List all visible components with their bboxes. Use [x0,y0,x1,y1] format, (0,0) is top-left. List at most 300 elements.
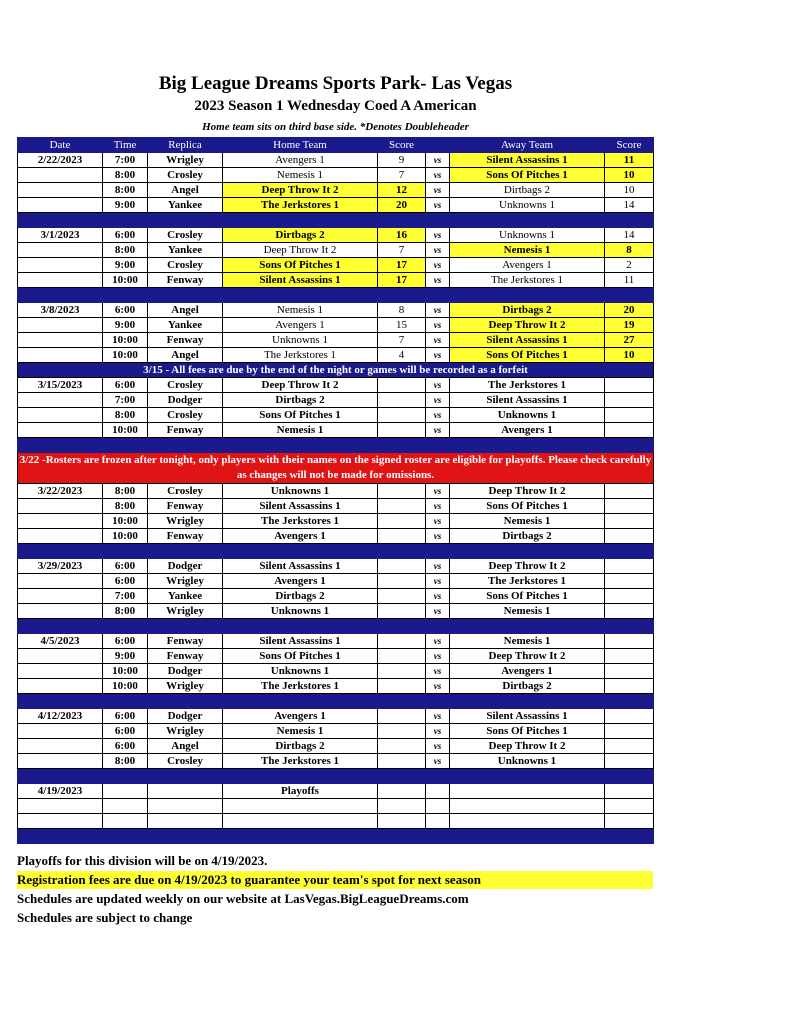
home-score-cell [378,814,426,829]
away-score-cell: 10 [605,168,654,183]
week-separator [18,438,654,453]
website-note: Schedules are updated weekly on our website at LasVegas.BigLeagueDreams.com [17,891,469,906]
home-team-cell: Playoffs [223,784,378,799]
home-team-cell: The Jerkstores 1 [223,514,378,529]
home-score-cell [378,679,426,694]
table-row [18,153,654,168]
away-score-cell [605,559,654,574]
vs-cell: vs [426,303,450,318]
home-score-cell [378,589,426,604]
home-team-cell: Avengers 1 [223,153,378,168]
date-cell [18,574,103,589]
date-cell [18,679,103,694]
time-cell [103,814,148,829]
vs-cell: vs [426,408,450,423]
table-row [18,529,654,544]
date-cell [18,183,103,198]
time-cell [103,799,148,814]
registration-note: Registration fees are due on 4/19/2023 to guarantee your team's spot for next season [17,871,653,889]
home-score-cell: 12 [378,183,426,198]
home-score-cell: 7 [378,168,426,183]
home-team-cell [223,814,378,829]
vs-cell: vs [426,574,450,589]
home-team-cell: Silent Assassins 1 [223,273,378,288]
date-cell [18,754,103,769]
home-score-cell: 4 [378,348,426,363]
home-score-cell [378,709,426,724]
home-team-cell: Unknowns 1 [223,604,378,619]
home-team-cell: Nemesis 1 [223,724,378,739]
separator-cell [18,769,654,784]
field-cell: Angel [148,348,223,363]
away-team-cell: Silent Assassins 1 [450,333,605,348]
week-separator [18,544,654,559]
home-team-cell: Sons Of Pitches 1 [223,408,378,423]
home-team-cell: Avengers 1 [223,574,378,589]
away-score-cell [605,604,654,619]
date-cell: 3/8/2023 [18,303,103,318]
home-team-cell: Avengers 1 [223,529,378,544]
away-team-cell: The Jerkstores 1 [450,574,605,589]
table-header [18,138,654,153]
date-cell [18,724,103,739]
table-row [18,724,654,739]
table-row [18,784,654,799]
vs-cell: vs [426,724,450,739]
page-subtitle: 2023 Season 1 Wednesday Coed A American [194,98,477,114]
vs-cell: vs [426,183,450,198]
col-replica: Replica [148,138,223,153]
away-score-cell [605,499,654,514]
table-row [18,408,654,423]
away-team-cell: Avengers 1 [450,258,605,273]
home-score-cell: 15 [378,318,426,333]
away-score-cell [605,423,654,438]
away-team-cell: Dirtbags 2 [450,679,605,694]
away-score-cell: 11 [605,153,654,168]
away-score-cell: 10 [605,348,654,363]
time-cell: 10:00 [103,664,148,679]
table-row [18,423,654,438]
table-row [18,168,654,183]
home-team-cell: Nemesis 1 [223,303,378,318]
field-cell: Wrigley [148,679,223,694]
date-cell [18,198,103,213]
away-team-cell: Sons Of Pitches 1 [450,724,605,739]
table-row [18,198,654,213]
date-cell: 3/1/2023 [18,228,103,243]
table-row [18,754,654,769]
time-cell: 8:00 [103,604,148,619]
date-cell: 4/5/2023 [18,634,103,649]
home-score-cell [378,529,426,544]
away-team-cell: Deep Throw It 2 [450,649,605,664]
week-separator [18,288,654,303]
table-row [18,634,654,649]
vs-cell: vs [426,228,450,243]
table-row [18,664,654,679]
time-cell: 9:00 [103,198,148,213]
away-team-cell: Dirtbags 2 [450,303,605,318]
table-row [18,333,654,348]
away-team-cell: Sons Of Pitches 1 [450,499,605,514]
away-team-cell: Nemesis 1 [450,243,605,258]
field-cell [148,784,223,799]
home-team-cell: Deep Throw It 2 [223,183,378,198]
table-row [18,649,654,664]
home-team-cell: Deep Throw It 2 [223,378,378,393]
date-cell: 3/22/2023 [18,484,103,499]
away-score-cell [605,754,654,769]
field-cell: Wrigley [148,574,223,589]
away-score-cell [605,709,654,724]
table-row [18,709,654,724]
table-row [18,604,654,619]
away-team-cell: The Jerkstores 1 [450,273,605,288]
date-cell: 3/15/2023 [18,378,103,393]
vs-cell: vs [426,649,450,664]
away-score-cell: 19 [605,318,654,333]
field-cell: Crosley [148,258,223,273]
field-cell: Wrigley [148,153,223,168]
date-cell [18,333,103,348]
home-team-cell: The Jerkstores 1 [223,348,378,363]
home-team-cell: Unknowns 1 [223,664,378,679]
week-separator [18,769,654,784]
time-cell: 7:00 [103,393,148,408]
field-cell: Yankee [148,243,223,258]
vs-cell [426,784,450,799]
playoffs-note: Playoffs for this division will be on 4/19/2023. [17,853,268,868]
home-team-cell: Unknowns 1 [223,333,378,348]
vs-cell: vs [426,168,450,183]
away-team-cell: Avengers 1 [450,423,605,438]
date-cell: 2/22/2023 [18,153,103,168]
vs-cell: vs [426,273,450,288]
away-score-cell [605,799,654,814]
table-row [18,378,654,393]
vs-cell: vs [426,529,450,544]
away-score-cell: 8 [605,243,654,258]
vs-cell: vs [426,604,450,619]
time-cell: 9:00 [103,258,148,273]
field-cell [148,799,223,814]
away-score-cell [605,484,654,499]
table-row [18,574,654,589]
home-team-cell: Sons Of Pitches 1 [223,649,378,664]
col-date: Date [18,138,103,153]
date-cell [18,318,103,333]
time-cell: 9:00 [103,649,148,664]
away-score-cell: 11 [605,273,654,288]
away-team-cell: Unknowns 1 [450,408,605,423]
away-score-cell [605,393,654,408]
table-row [18,679,654,694]
separator-cell [18,288,654,303]
away-score-cell [605,814,654,829]
home-score-cell [378,574,426,589]
vs-cell: vs [426,679,450,694]
away-score-cell: 2 [605,258,654,273]
date-cell [18,243,103,258]
field-cell: Dodger [148,559,223,574]
col-away-score: Score [605,138,654,153]
home-score-cell [378,393,426,408]
home-score-cell [378,559,426,574]
field-cell: Dodger [148,709,223,724]
date-cell: 3/29/2023 [18,559,103,574]
field-cell: Dodger [148,664,223,679]
date-cell [18,168,103,183]
field-cell: Crosley [148,408,223,423]
home-team-cell: Silent Assassins 1 [223,499,378,514]
home-score-cell: 8 [378,303,426,318]
separator-cell [18,213,654,228]
home-team-cell: Dirtbags 2 [223,228,378,243]
notice-text: 3/15 - All fees are due by the end of the night or games will be recorded as a forfeit [18,363,654,378]
vs-cell: vs [426,153,450,168]
home-score-cell: 7 [378,333,426,348]
home-score-cell [378,484,426,499]
field-cell: Fenway [148,649,223,664]
field-cell: Fenway [148,423,223,438]
field-cell: Crosley [148,378,223,393]
vs-cell: vs [426,664,450,679]
home-score-cell [378,739,426,754]
vs-cell: vs [426,589,450,604]
away-score-cell [605,589,654,604]
home-team-cell: The Jerkstores 1 [223,198,378,213]
time-cell: 9:00 [103,318,148,333]
away-team-cell: Nemesis 1 [450,634,605,649]
time-cell [103,784,148,799]
time-cell: 8:00 [103,754,148,769]
table-row [18,348,654,363]
time-cell: 7:00 [103,589,148,604]
table-row [18,318,654,333]
date-cell [18,258,103,273]
home-score-cell: 17 [378,273,426,288]
date-cell [18,799,103,814]
time-cell: 6:00 [103,634,148,649]
home-team-cell: Sons Of Pitches 1 [223,258,378,273]
table-row [18,484,654,499]
time-cell: 6:00 [103,739,148,754]
away-team-cell: Unknowns 1 [450,228,605,243]
field-cell: Yankee [148,589,223,604]
notice-text: 3/22 -Rosters are frozen after tonight, only players with their names on the signed roster are eligible for playoffs. Please check carefully as changes will not be made for omissions. [18,453,654,484]
home-team-cell: Silent Assassins 1 [223,559,378,574]
away-score-cell: 20 [605,303,654,318]
away-score-cell [605,724,654,739]
date-cell: 4/12/2023 [18,709,103,724]
away-team-cell [450,784,605,799]
away-team-cell: Sons Of Pitches 1 [450,348,605,363]
table-row [18,183,654,198]
change-note: Schedules are subject to change [17,910,193,925]
table-row [18,243,654,258]
home-team-cell: Nemesis 1 [223,423,378,438]
table-row [18,514,654,529]
week-separator [18,619,654,634]
date-cell [18,423,103,438]
home-score-cell [378,514,426,529]
home-team-cell: Dirtbags 2 [223,393,378,408]
separator-cell [18,829,654,844]
vs-cell: vs [426,333,450,348]
away-score-cell [605,664,654,679]
away-team-cell: Deep Throw It 2 [450,318,605,333]
page-note: Home team sits on third base side. *Denotes Doubleheader [202,121,469,133]
home-team-cell: The Jerkstores 1 [223,754,378,769]
table-row [18,589,654,604]
field-cell: Fenway [148,529,223,544]
away-team-cell: Deep Throw It 2 [450,559,605,574]
field-cell: Crosley [148,754,223,769]
home-team-cell: Dirtbags 2 [223,589,378,604]
field-cell: Angel [148,303,223,318]
home-score-cell [378,724,426,739]
vs-cell: vs [426,393,450,408]
vs-cell: vs [426,378,450,393]
field-cell: Wrigley [148,724,223,739]
vs-cell: vs [426,423,450,438]
time-cell: 6:00 [103,303,148,318]
time-cell: 8:00 [103,183,148,198]
col-time: Time [103,138,148,153]
time-cell: 8:00 [103,408,148,423]
away-team-cell: Silent Assassins 1 [450,393,605,408]
away-team-cell: Avengers 1 [450,664,605,679]
roster-alert-row [18,453,654,484]
away-team-cell [450,799,605,814]
field-cell: Yankee [148,318,223,333]
time-cell: 6:00 [103,724,148,739]
time-cell: 10:00 [103,273,148,288]
home-score-cell [378,649,426,664]
field-cell: Wrigley [148,604,223,619]
away-team-cell: Dirtbags 2 [450,529,605,544]
away-team-cell: Unknowns 1 [450,754,605,769]
vs-cell: vs [426,634,450,649]
away-score-cell [605,784,654,799]
away-team-cell: Silent Assassins 1 [450,153,605,168]
vs-cell: vs [426,739,450,754]
time-cell: 8:00 [103,168,148,183]
home-score-cell [378,378,426,393]
vs-cell: vs [426,198,450,213]
table-row [18,499,654,514]
col-away-team: Away Team [450,138,605,153]
away-score-cell [605,408,654,423]
away-score-cell [605,634,654,649]
time-cell: 10:00 [103,679,148,694]
vs-cell: vs [426,243,450,258]
vs-cell [426,799,450,814]
field-cell: Fenway [148,273,223,288]
time-cell: 10:00 [103,529,148,544]
field-cell: Crosley [148,484,223,499]
home-score-cell: 16 [378,228,426,243]
home-team-cell: Deep Throw It 2 [223,243,378,258]
vs-cell: vs [426,709,450,724]
vs-cell: vs [426,318,450,333]
date-cell: 4/19/2023 [18,784,103,799]
date-cell [18,514,103,529]
away-score-cell [605,378,654,393]
home-team-cell [223,799,378,814]
away-score-cell: 14 [605,228,654,243]
away-team-cell: Dirtbags 2 [450,183,605,198]
separator-cell [18,619,654,634]
table-row [18,258,654,273]
home-score-cell [378,784,426,799]
time-cell: 7:00 [103,153,148,168]
away-team-cell: Unknowns 1 [450,198,605,213]
home-score-cell: 20 [378,198,426,213]
home-score-cell [378,754,426,769]
away-team-cell: Nemesis 1 [450,514,605,529]
separator-cell [18,438,654,453]
date-cell [18,408,103,423]
week-separator [18,213,654,228]
vs-cell: vs [426,484,450,499]
field-cell: Dodger [148,393,223,408]
date-cell [18,664,103,679]
time-cell: 6:00 [103,574,148,589]
date-cell [18,739,103,754]
field-cell: Fenway [148,634,223,649]
field-cell: Crosley [148,168,223,183]
field-cell: Yankee [148,198,223,213]
away-score-cell: 14 [605,198,654,213]
home-team-cell: The Jerkstores 1 [223,679,378,694]
date-cell [18,604,103,619]
date-cell [18,529,103,544]
home-team-cell: Avengers 1 [223,318,378,333]
field-cell: Wrigley [148,514,223,529]
date-cell [18,499,103,514]
time-cell: 8:00 [103,243,148,258]
field-cell: Crosley [148,228,223,243]
separator-cell [18,694,654,709]
field-cell: Angel [148,183,223,198]
home-team-cell: Unknowns 1 [223,484,378,499]
table-row [18,273,654,288]
table-row [18,393,654,408]
away-score-cell [605,739,654,754]
away-team-cell: Sons Of Pitches 1 [450,589,605,604]
home-score-cell: 7 [378,243,426,258]
away-score-cell [605,514,654,529]
table-row [18,739,654,754]
away-team-cell: Silent Assassins 1 [450,709,605,724]
home-score-cell [378,799,426,814]
field-cell [148,814,223,829]
away-score-cell: 10 [605,183,654,198]
field-cell: Fenway [148,499,223,514]
table-row [18,814,654,829]
schedule-table [17,137,654,844]
home-team-cell: Silent Assassins 1 [223,634,378,649]
home-score-cell [378,664,426,679]
away-team-cell: Deep Throw It 2 [450,739,605,754]
week-separator [18,694,654,709]
date-cell [18,814,103,829]
away-score-cell [605,529,654,544]
away-team-cell: Deep Throw It 2 [450,484,605,499]
week-separator [18,829,654,844]
